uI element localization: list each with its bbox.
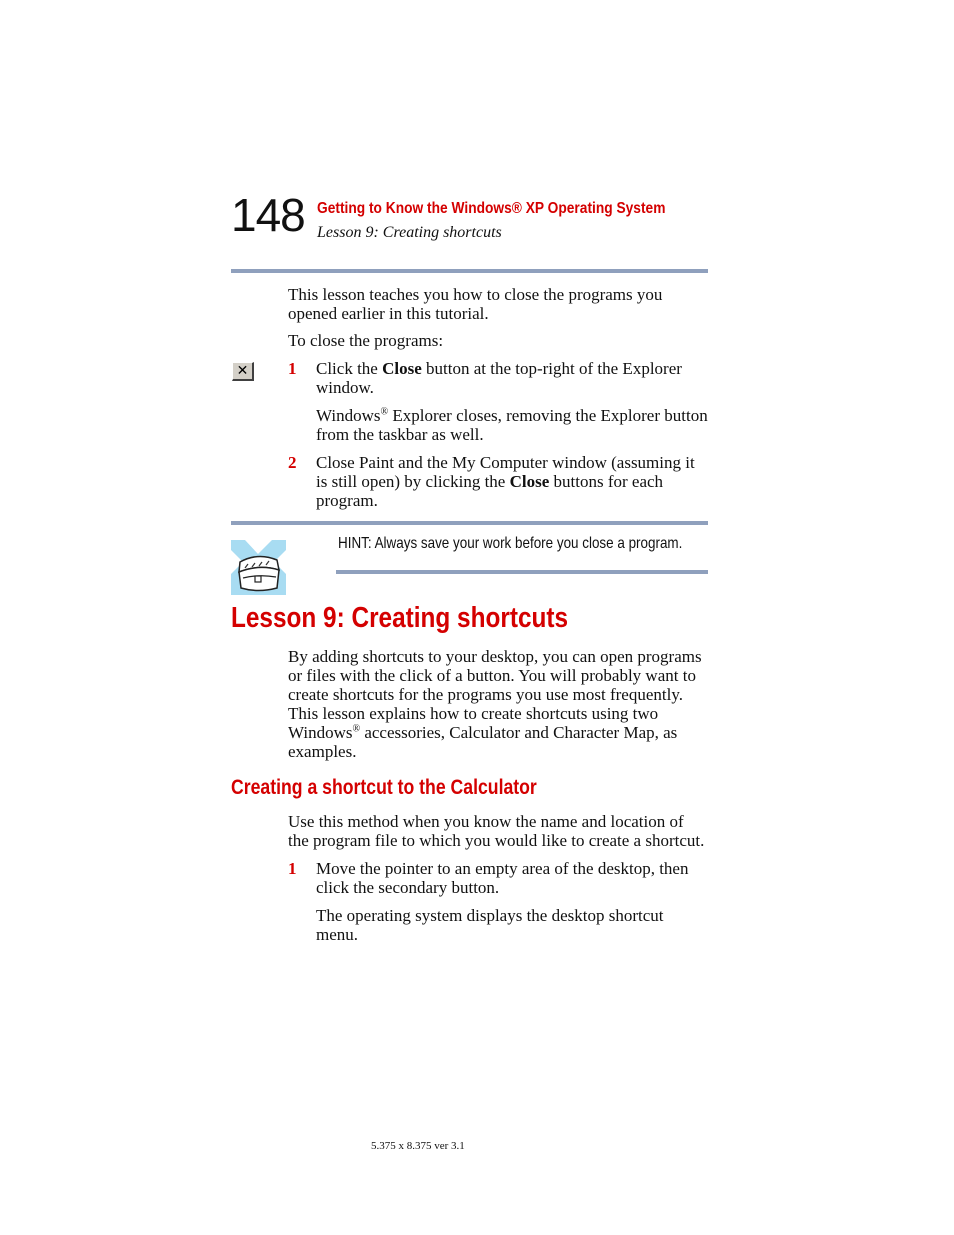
header-rule	[231, 269, 708, 273]
hint-text: HINT: Always save your work before you close a program.	[338, 535, 683, 552]
chapter-title: Getting to Know the Windows® XP Operating System	[317, 200, 666, 217]
step-number: 1	[288, 359, 297, 378]
close-icon: ✕	[232, 362, 254, 381]
step-text	[316, 359, 708, 397]
calculator-paragraph: Use this method when you know the name and location of the program file to which you would like to create a shortcut.	[288, 812, 705, 850]
registered-mark: ®	[380, 406, 389, 418]
step-text: Move the pointer to an empty area of the desktop, then click the secondary button.	[316, 859, 689, 897]
intro-lead: To close the programs:	[288, 331, 444, 350]
lesson-paragraph	[288, 647, 708, 761]
step-number: 2	[288, 453, 297, 472]
hint-bottom-rule	[336, 570, 708, 574]
footer-version: 5.375 x 8.375 ver 3.1	[371, 1140, 465, 1152]
step-text-bold: Close	[509, 472, 550, 491]
registered-mark: ®	[352, 723, 361, 735]
calculator-heading: Creating a shortcut to the Calculator	[231, 776, 537, 799]
step-text-pre: Click the	[316, 359, 383, 378]
step-text-bold: Close	[382, 359, 422, 378]
lesson-paragraph-pre: By adding shortcuts to your desktop, you can open programs or files with the click of a button. You will probably want to create shortcuts for the programs you use most frequently. This lesson explains how to create shortcuts using two Windows	[288, 647, 702, 742]
step-text-post: buttons for each program.	[316, 472, 664, 510]
step-result	[316, 406, 708, 444]
page-number: 148	[231, 189, 305, 241]
step-text-pre: Close Paint and the My Computer window (assuming it is still open) by clicking the	[316, 453, 695, 491]
step-text-post: button at the top-right of the Explorer window.	[316, 359, 682, 397]
hint-top-rule	[231, 521, 708, 525]
step-result: The operating system displays the desktop shortcut menu.	[316, 906, 664, 944]
step-result-pre: Windows	[316, 406, 381, 425]
step-number: 1	[288, 859, 297, 878]
intro-paragraph: This lesson teaches you how to close the programs you opened earlier in this tutorial.	[288, 285, 663, 323]
step-result-post: Explorer closes, removing the Explorer button from the taskbar as well.	[316, 406, 708, 444]
lesson-heading: Lesson 9: Creating shortcuts	[231, 602, 569, 634]
step-text	[316, 453, 708, 510]
lesson-paragraph-post: accessories, Calculator and Character Map, as examples.	[288, 723, 678, 761]
section-subtitle: Lesson 9: Creating shortcuts	[317, 224, 502, 241]
treasure-chest-icon	[231, 540, 286, 595]
